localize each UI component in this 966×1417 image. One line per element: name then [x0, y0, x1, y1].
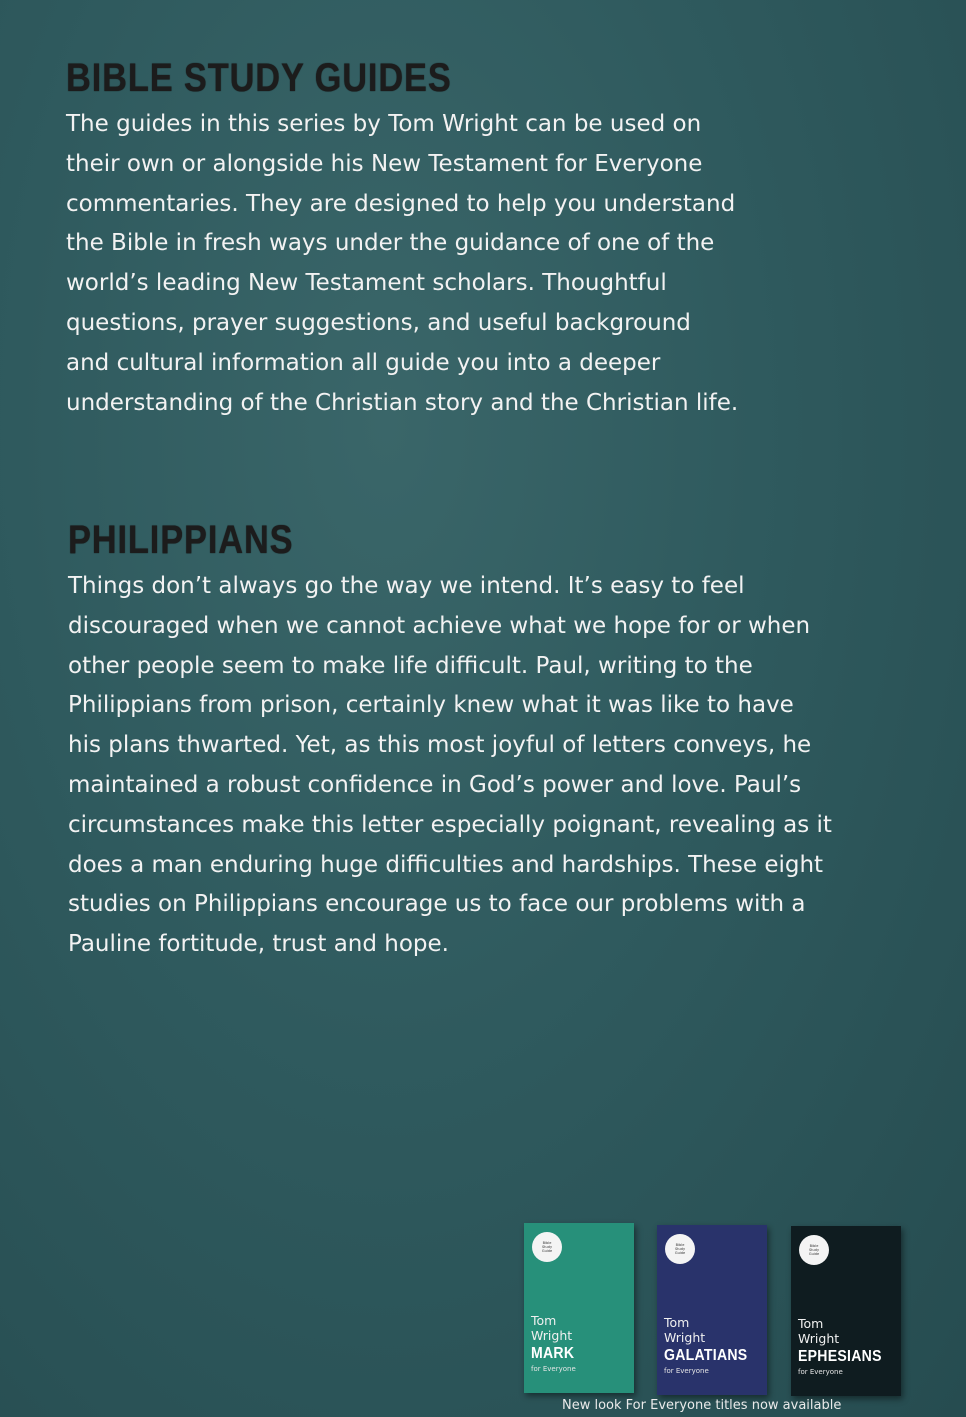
- series-heading: BIBLE STUDY GUIDES: [66, 56, 452, 100]
- book-cover-galatians: [657, 1225, 767, 1395]
- book-subtitle: for Everyone: [531, 1365, 576, 1373]
- book-subtitle: for Everyone: [664, 1367, 709, 1375]
- series-description: The guides in this series by Tom Wright can be used on their own or alongside his New Testament for Everyone commentaries. They are designed to help you understand the Bible in fresh ways under the guidance of one of the world’s leading New Testament scholars. Thoughtful questions, prayer suggestions, and useful background and cultural information all guide you into a deeper understanding of the Christian story and the Christian life.: [66, 111, 739, 416]
- bible-study-guide-badge: Bible Study Guide: [532, 1232, 562, 1262]
- book-title: MARK: [531, 1345, 575, 1362]
- bible-study-guide-badge: Bible Study Guide: [665, 1234, 695, 1264]
- book-heading: PHILIPPIANS: [68, 518, 294, 562]
- book-section: [68, 518, 832, 965]
- book-cover-ephesians: [791, 1226, 901, 1396]
- series-section: [66, 56, 738, 423]
- books-caption: New look For Everyone titles now available: [562, 1398, 842, 1413]
- book-title: GALATIANS: [664, 1347, 748, 1364]
- book-author: Tom Wright: [531, 1313, 573, 1343]
- bible-study-guide-badge: Bible Study Guide: [799, 1235, 829, 1265]
- book-cover-mark: [524, 1223, 634, 1393]
- book-author: Tom Wright: [798, 1316, 840, 1346]
- book-description: Things don’t always go the way we intend. It’s easy to feel discouraged when we cannot achieve what we hope for or when other people seem to make life difficult. Paul, writing to the Philippians from prison, certainly knew what it was like to have his plans thwarted. Yet, as this most joyful of letters conveys, he maintained a robust confidence in God’s power and love. Paul’s circumstances make this letter especially poignant, revealing as it does a man enduring huge difficulties and hardships. These eight studies on Philippians encourage us to face our problems with a Pauline fortitude, trust and hope.: [68, 573, 832, 958]
- book-subtitle: for Everyone: [798, 1368, 843, 1376]
- book-title: EPHESIANS: [798, 1348, 882, 1365]
- book-author: Tom Wright: [664, 1315, 706, 1345]
